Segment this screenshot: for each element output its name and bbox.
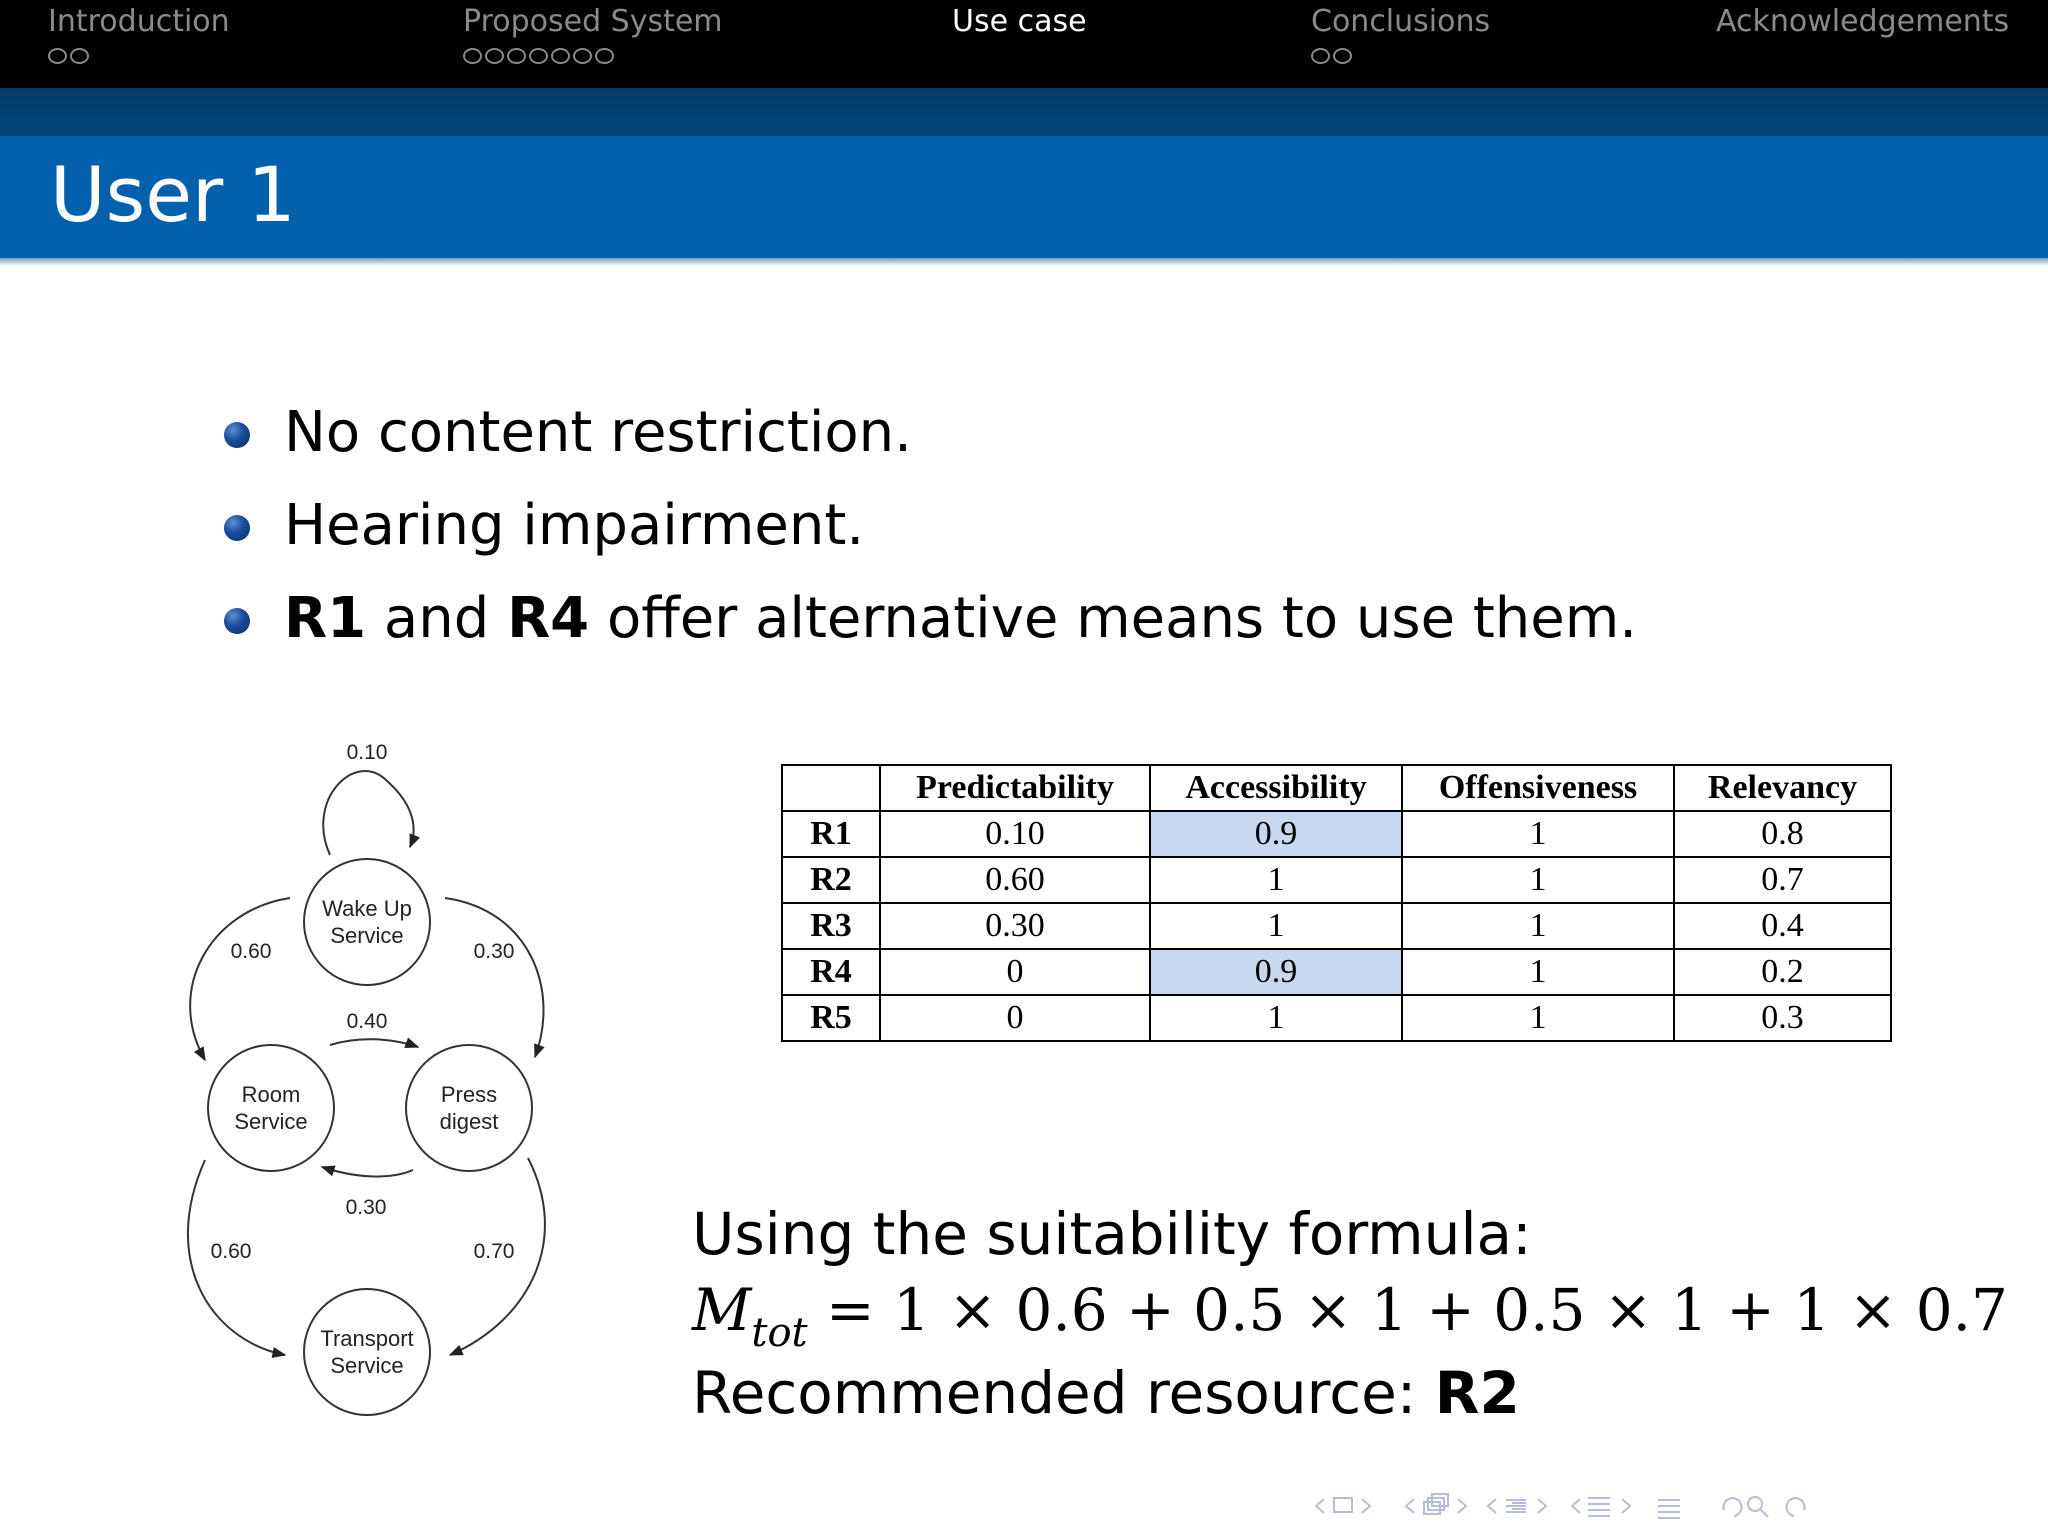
column-header: Offensiveness: [1402, 765, 1674, 811]
formula-intro: Using the suitability formula:: [692, 1200, 1532, 1268]
node-label: Service: [234, 1109, 308, 1134]
document-icon: [1588, 1498, 1610, 1516]
formula-m-subscript: tot: [751, 1310, 808, 1356]
column-header: Predictability: [880, 765, 1150, 811]
table-row: [782, 811, 1891, 857]
edge-wake-self: [323, 771, 413, 855]
nav-prev-document-icon: [1572, 1499, 1580, 1513]
nav-frame-dot[interactable]: [573, 48, 592, 64]
bullet-text: offer alternative means to use them.: [589, 586, 1638, 651]
nav-frame-dot[interactable]: [1311, 48, 1330, 64]
table-cell: 0.30: [880, 903, 1150, 949]
nav-section-introduction[interactable]: [48, 4, 230, 64]
nav-prev-subsection-icon: [1406, 1499, 1414, 1513]
node-label: Room: [241, 1082, 301, 1107]
nav-frame-dots: [463, 48, 723, 64]
bullet-list: [222, 398, 1637, 677]
section-icon: [1506, 1500, 1526, 1512]
nav-frame-dot[interactable]: [1333, 48, 1352, 64]
recommended-resource: R2: [1434, 1359, 1520, 1427]
nav-section-label: Conclusions: [1311, 4, 1491, 39]
node-label: Service: [330, 923, 404, 948]
bullet-icon: [224, 422, 250, 448]
table-cell: 1: [1402, 857, 1674, 903]
row-header: R1: [782, 811, 880, 857]
nav-frame-dot[interactable]: [70, 48, 89, 64]
nav-frame-dot[interactable]: [551, 48, 570, 64]
edge-label: 0.30: [473, 940, 515, 963]
nav-section-label: Acknowledgements: [1716, 4, 2010, 39]
nav-section-acknowledgements[interactable]: [1716, 4, 2009, 40]
column-header: Relevancy: [1674, 765, 1891, 811]
node-label: digest: [439, 1109, 499, 1134]
page-title: User 1: [50, 150, 296, 239]
table-row: [782, 857, 1891, 903]
table-cell: 1: [1402, 903, 1674, 949]
beamer-navigation-controls: [1310, 1490, 2040, 1522]
nav-frame-dot[interactable]: [463, 48, 482, 64]
table-cell: 1: [1150, 995, 1402, 1041]
bullet-text: and: [366, 586, 508, 651]
bullet-item: [222, 398, 1637, 491]
bullet-item: [222, 491, 1637, 584]
formula-expression: [692, 1272, 2008, 1355]
nav-frame-dots: [48, 48, 230, 64]
row-header: R2: [782, 857, 880, 903]
formula-terms: = 1 × 0.6 + 0.5 × 1 + 0.5 × 1 + 1 × 0.7: [807, 1276, 2008, 1344]
title-band-top: [0, 88, 2048, 136]
column-header: [782, 765, 880, 811]
table-cell: 0.4: [1674, 903, 1891, 949]
table-cell: 1: [1402, 995, 1674, 1041]
back-icon: [1724, 1498, 1742, 1516]
resource-r1-label: R1: [284, 586, 367, 651]
frame-title-bar: [0, 136, 2048, 258]
bullet-text: No content restriction.: [284, 400, 912, 465]
table-cell: 0.7: [1674, 857, 1891, 903]
row-header: R5: [782, 995, 880, 1041]
table-cell: 1: [1150, 857, 1402, 903]
column-header: Accessibility: [1150, 765, 1402, 811]
nav-section-label: Use case: [952, 4, 1087, 39]
table-cell: 1: [1150, 903, 1402, 949]
nav-frame-dot[interactable]: [529, 48, 548, 64]
nav-next-document-icon: [1622, 1499, 1630, 1513]
node-label: Transport: [320, 1326, 414, 1351]
node-wake-up-service: [304, 859, 430, 985]
table-cell: 0: [880, 949, 1150, 995]
appendix-icon: [1658, 1500, 1680, 1518]
table-cell-highlighted: 0.9: [1150, 811, 1402, 857]
edge-room-press: [330, 1039, 418, 1047]
nav-next-section-icon: [1538, 1499, 1546, 1513]
edge-label: 0.70: [473, 1240, 515, 1263]
row-header: R3: [782, 903, 880, 949]
edge-press-room: [322, 1167, 413, 1176]
table-cell: 1: [1402, 811, 1674, 857]
section-navigation-bar: [0, 0, 2048, 88]
nav-next-frame-icon: [1362, 1499, 1370, 1513]
forward-icon: [1786, 1498, 1804, 1516]
edge-label: 0.40: [346, 1010, 388, 1033]
node-label: Press: [440, 1082, 498, 1107]
nav-section-label: Introduction: [48, 4, 230, 39]
bullet-icon: [224, 608, 250, 634]
edge-label: 0.60: [210, 1240, 252, 1263]
table-cell-highlighted: 0.9: [1150, 949, 1402, 995]
transition-diagram: [175, 728, 575, 1428]
nav-prev-frame-icon: [1316, 1499, 1324, 1513]
nav-frame-dots: [1311, 48, 1490, 64]
nav-section-proposed-system[interactable]: [463, 4, 723, 64]
frame-icon: [1334, 1498, 1352, 1512]
bullet-item: [222, 584, 1637, 677]
node-press-digest: [406, 1045, 532, 1171]
node-room-service: [208, 1045, 334, 1171]
search-icon: [1748, 1497, 1762, 1511]
nav-frame-dot[interactable]: [48, 48, 67, 64]
bullet-text: Hearing impairment.: [284, 493, 865, 558]
table-cell: 1: [1402, 949, 1674, 995]
table-row: [782, 903, 1891, 949]
node-transport-service: [304, 1289, 430, 1415]
nav-section-label: Proposed System: [463, 4, 723, 39]
nav-frame-dot[interactable]: [595, 48, 614, 64]
table-cell: 0.3: [1674, 995, 1891, 1041]
recommendation-line: [692, 1355, 2008, 1431]
node-label: Wake Up: [322, 896, 412, 921]
nav-prev-section-icon: [1488, 1499, 1496, 1513]
edge-label: 0.10: [346, 741, 388, 764]
nav-frame-dot[interactable]: [507, 48, 526, 64]
bullet-icon: [224, 515, 250, 541]
formula-m-symbol: M: [692, 1276, 752, 1344]
nav-frame-dot[interactable]: [485, 48, 504, 64]
formula-block: [692, 1196, 2008, 1431]
row-header: R4: [782, 949, 880, 995]
table-header-row: [782, 765, 1891, 811]
table-cell: 0.10: [880, 811, 1150, 857]
edge-label: 0.30: [345, 1196, 387, 1219]
edge-label: 0.60: [230, 940, 272, 963]
node-label: Service: [330, 1353, 404, 1378]
edge-wake-room: [190, 898, 290, 1060]
nav-section-conclusions[interactable]: [1311, 4, 1490, 64]
edge-wake-press: [445, 898, 544, 1057]
nav-next-subsection-icon: [1458, 1499, 1466, 1513]
table-row: [782, 949, 1891, 995]
suitability-table: [781, 764, 1892, 1042]
table-cell: 0.8: [1674, 811, 1891, 857]
resource-r4-label: R4: [507, 586, 590, 651]
table-cell: 0.60: [880, 857, 1150, 903]
table-cell: 0.2: [1674, 949, 1891, 995]
table-cell: 0: [880, 995, 1150, 1041]
recommended-label: Recommended resource:: [692, 1359, 1435, 1427]
table-row: [782, 995, 1891, 1041]
nav-section-use-case[interactable]: [952, 4, 1087, 40]
